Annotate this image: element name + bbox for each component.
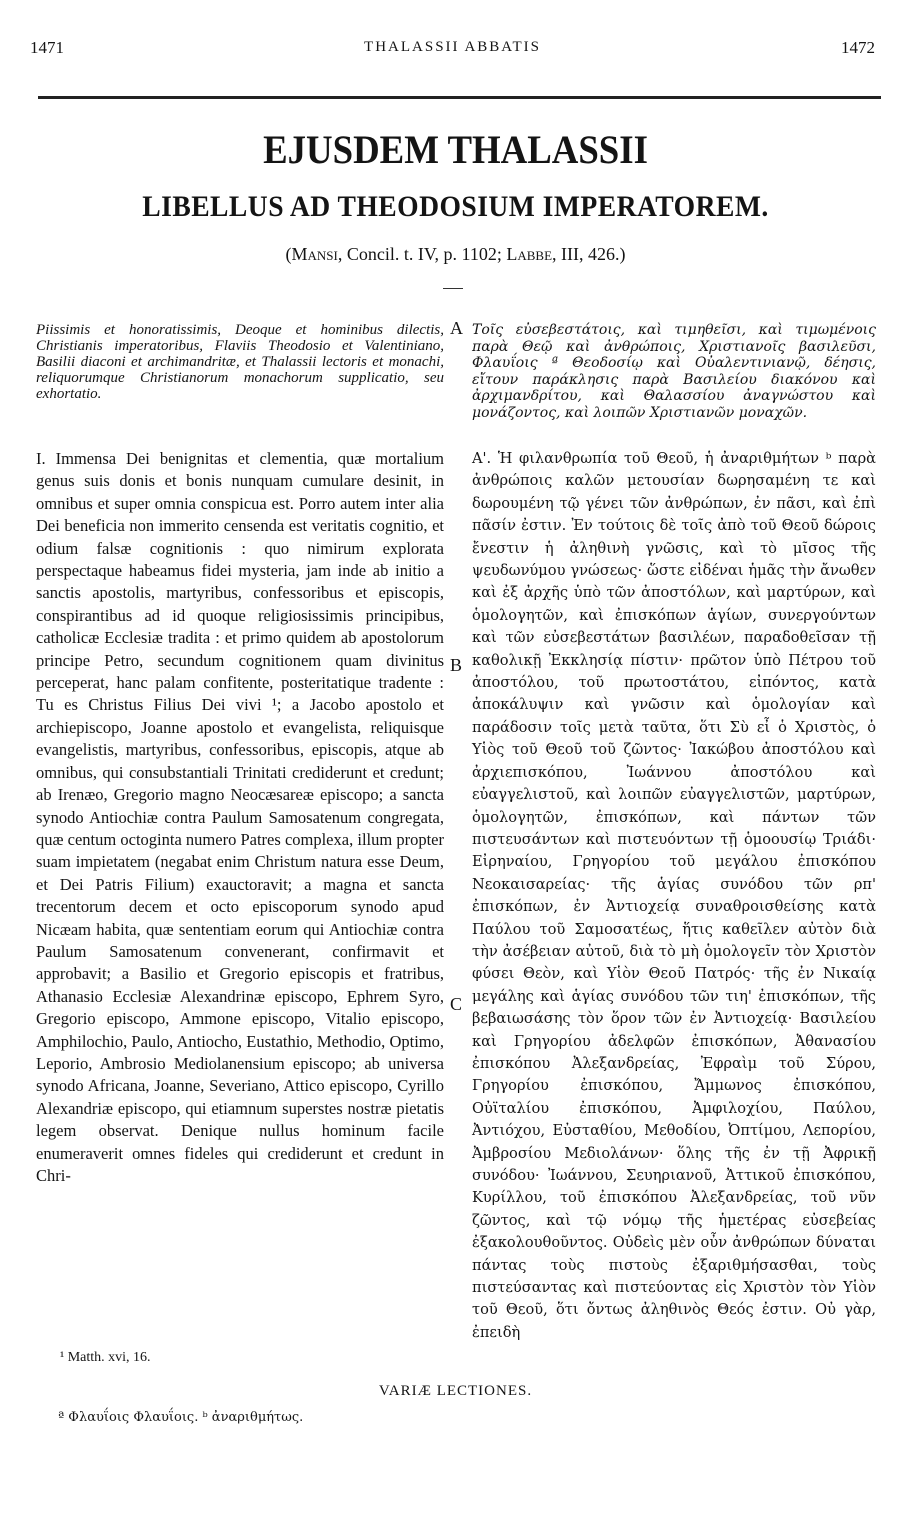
document-title: EJUSDEM THALASSII xyxy=(263,127,648,172)
margin-letter-a: A xyxy=(450,318,463,338)
margin-letter-b: B xyxy=(450,655,463,675)
margin-letter-c: C xyxy=(450,994,463,1014)
footnote: ¹ Matth. xvi, 16. xyxy=(60,1350,151,1365)
latin-summary-text: Piissimis et honoratissimis, Deoque et hominibus dilectis, Christianis imperatoribus, Flaviis Theodosio et Valentiniano, Basilii diaconi et archimandritæ, et Thalassii lectoris et monachi, reliquorumque Christianorum monachorum supplicatio, seu exhortatio. xyxy=(36,322,444,402)
citation-concil: , Concil. t. IV, p. 1102; xyxy=(337,244,507,264)
running-head xyxy=(30,38,875,62)
page-number-left: 1471 xyxy=(30,38,64,57)
running-title: THALASSII ABBATIS xyxy=(364,39,541,55)
citation-mansi: Mansi xyxy=(291,244,338,264)
header-rule xyxy=(38,96,881,102)
greek-body-text: Α'. Ἡ φιλανθρωπία τοῦ Θεοῦ, ἡ ἀναριθμήτων ᵇ παρὰ ἀνθρώποις καλῶν μετουσίαν δωρησαμένη τε καὶ δωρουμένη τῷ γένει τῶν ἀνθρώπων, ἐν πᾶσι, καὶ ἐπὶ πᾶσίν ἐστιν. Ἐν τούτοις δὲ τοῖς ἀπὸ τοῦ Θεοῦ δώροις ἔνεστιν ἡ ἀληθινὴ γνῶσις, καὶ τὸ μῖσος τῆς ψευδωνύμου γνώσεως· ὥστε εἰδέναι ἡμᾶς τὴν ἄνωθεν καὶ ἐξ ἀρχῆς ὑπὸ τῶν ἀποστόλων, καὶ μαρτύρων, καὶ ὁμολογητῶν, καὶ ἐπισκόπων ἁγίων, συνεργούντων καὶ τῶν εὐσεβεστάτων βασιλέων, παραδοθεῖσαν τῇ καθολικῇ Ἐκκλησίᾳ πίστιν· πρῶτον ὑπὸ Πέτρου τοῦ ἀποστόλου, τοῦ πρωτοστάτου, εἰπόντος, κατὰ ἀποκάλυψιν καὶ γνῶσιν καὶ ὁμολογίαν καὶ παράδοσιν τοῖς μετὰ ταῦτα, ὅτι Σὺ εἶ ὁ Χριστὸς, ὁ Υἱὸς τοῦ Θεοῦ τοῦ ζῶντος· Ἰακώβου ἀποστόλου καὶ ἀρχιεπισκόπου, Ἰωάννου ἀποστόλου καὶ εὐαγγελιστοῦ, καὶ λοιπῶν εὐαγγελιστῶν, μαρτύρων, ὁμολογητῶν, ἐπισκόπων, καὶ πάντων τῶν πιστευσάντων καὶ πιστευόντων τῇ ὁμοουσίῳ Τριάδι· Εἰρηναίου, Γρηγορίου τοῦ μεγάλου ἐπισκόπου Νεοκαισαρείας· τῆς ἁγίας συνόδου τῶν ρπ' ἐπισκόπων, ἐν Ἀντιοχείᾳ συναθροισθείσης κατὰ Παύλου τοῦ Σαμοσατέως, ἥτις καθεῖλεν αὐτὸν διὰ τὴν ἀσέβειαν αὐτοῦ, διὰ τὸ μὴ ὁμολογεῖν τὸν Χριστὸν φύσει Θεὸν, καὶ Υἱὸν Θεοῦ Πατρός· τῆς ἐν Νικαίᾳ μεγάλης καὶ ἁγίας συνόδου τῶν τιη' ἐπισκόπων, τῆς βεβαιωσάσης τὸν ὅρον τῶν ἐν Ἀντιοχείᾳ· Βασιλείου καὶ Γρηγορίου ἀδελφῶν ἐπισκόπων, Ἀθανασίου ἐπισκόπου Ἀλεξανδρείας, Ἐφραὶμ τοῦ Σύρου, Γρηγορίου ἐπισκόπου, Ἄμμωνος ἐπισκόπου, Οὐϊταλίου ἐπισκόπου, Ἀμφιλοχίου, Παύλου, Ἀντιόχου, Εὐσταθίου, Μεθοδίου, Ὀπτίμου, Λεπορίου, Ἀμβροσίου Μεδιολάνων· ὅλης τῆς ἐν τῇ Ἀφρικῇ συνόδου· Ἰωάννου, Σευηριανοῦ, Ἀττικοῦ ἐπισκόπου, Κυρίλλου, τοῦ ἐπισκόπου Ἀλεξανδρείας, τοῦ νῦν ζῶντος, καὶ τῷ νόμῳ τῆς ἡμετέρας εὐσεβείας ἐξακολουθοῦντος. Οὐδεὶς μὲν οὖν ἀνθρώπων δύναται πάντας τοὺς πιστοὺς ἐξαριθμήσασθαι, τοὺς πιστεύσαντας καὶ πιστεύοντας εἰς Χριστὸν τὸν Υἱὸν τοῦ Θεοῦ, ὅτι ὄντως ἀληθινὸς Θεός ἐστιν. Οὐ γὰρ, ἐπειδὴ xyxy=(472,450,876,1341)
source-citation xyxy=(0,244,911,265)
citation-labbe: Labbe xyxy=(506,244,553,264)
variae-lectiones-heading: VARIÆ LECTIONES. xyxy=(378,1383,533,1399)
latin-body-text: I. Immensa Dei benignitas et clementia, quæ mortalium genus suis donis et bonis nunquam cumulare desinit, in omnibus et super omnia conspicua est. Porro autem inter alia Dei beneficia non immerito censenda est veritatis cognitio, et odium falsæ cognitionis : quo nimirum explorata perspectaque habeamus fidei mysteria, jam inde ab initio a sanctis apostolis, martyribus, confessoribus et episcopis, conspirantibus ad id quoque religiosissimis principibus, catholicæ Ecclesiæ tradita : et primo quidem ab apostolorum principe Petro, secundum cognitionem quam divinitus perceperat, hanc palam confitente, posteritatique tradente : Tu es Christus Filius Dei vivi ¹; a Jacobo apostolo et archiepiscopo, Joanne apostolo et evangelista, reliquisque evangelistis, martyribus, confessoribus, episcopis, atque ab omnibus, qui consubstantiali Trinitati crediderunt et credunt; ab Irenæo, Gregorio magno Neocæsareæ episcopo; a sancta synodo Antiochiæ contra Paulum Samosatenum congregata, quæ centum octoginta numero Patres complexa, illum propter suam impietatem (negabat enim Christum natura esse Deum, et Dei Patris Filium) exauctoravit; a magna et sancta trecentorum decem et octo episcoporum synodo apud Nicæam habita, quæ sententiam eorum qui Antiochiæ contra Paulum Samosatenum convenerant, confirmavit et approbavit; a Basilio et Gregorio episcopis et fratribus, Athanasio Ecclesiæ Alexandrinæ episcopo, Ephrem Syro, Gregorio episcopo, Ammone episcopo, Vitalio episcopo, Amphilochio, Paulo, Antiocho, Eustathio, Methodio, Optimo, Leporio, Ambrosio Mediolanensium episcopo; ab universa synodo Africana, Joanne, Severiano, Attico episcopo, Cyrillo Alexandriæ episcopo, qui etiamnum superstes nostræ pietatis legem observat. Denique nullus hominum facile enumeraverit omnes fideles qui crediderunt et credunt in Chri- xyxy=(36,449,444,1185)
latin-body xyxy=(36,448,444,1187)
latin-summary xyxy=(36,322,444,402)
greek-summary xyxy=(472,322,876,421)
greek-body xyxy=(472,448,876,1344)
citation-rest: , III, 426.) xyxy=(552,244,626,264)
section-divider xyxy=(443,288,463,289)
greek-summary-text: Τοῖς εὐσεβεστάτοις, καὶ τιμηθεῖσι, καὶ τιμωμένοις παρὰ Θεῷ καὶ ἀνθρώποις, Χριστιανοῖς βασιλεῦσι, Φλαυΐοις ª Θεοδοσίῳ καὶ Οὐαλεντινιανῷ, δέησις, εἴτουν παράκλησις παρὰ Βασιλείου διακόνου καὶ ἀρχιμανδρίτου, καὶ Θαλασσίου ἀναγνώστου καὶ μονάζοντος, καὶ λοιπῶν Χριστιανῶν μοναχῶν. xyxy=(472,322,876,421)
document-subtitle: LIBELLUS AD THEODOSIUM IMPERATOREM. xyxy=(142,190,769,223)
citation-open: ( xyxy=(285,244,292,264)
variant-readings: ª Φλαυΐοις Φλαυΐοις. ᵇ ἀναριθμήτως. xyxy=(58,1410,304,1425)
page-number-right: 1472 xyxy=(841,38,875,57)
